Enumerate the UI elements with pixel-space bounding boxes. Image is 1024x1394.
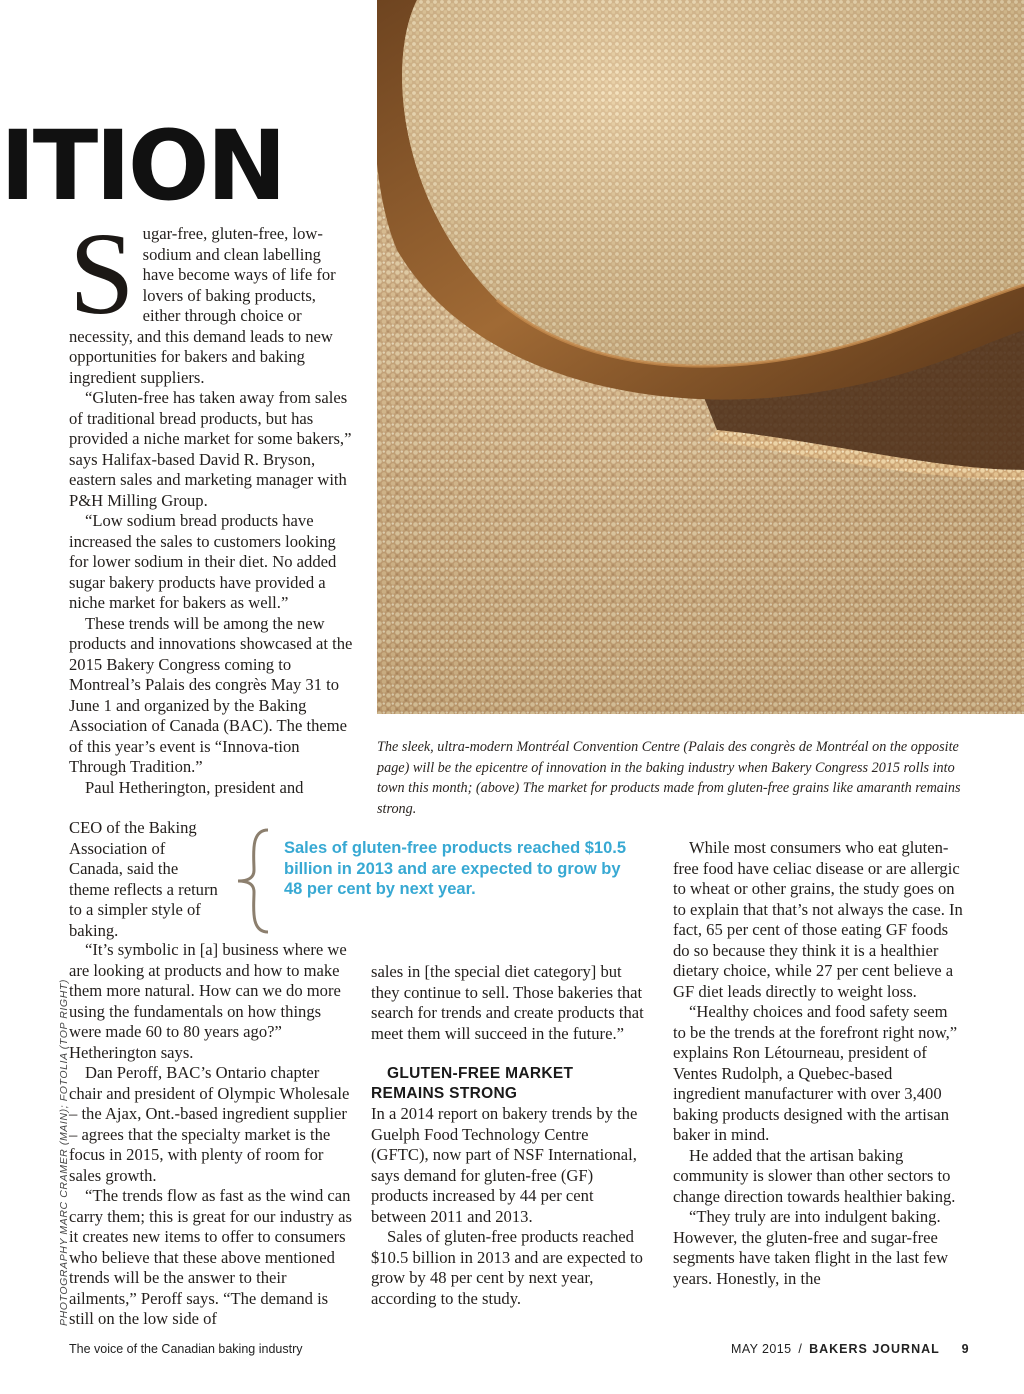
curly-brace-icon <box>228 826 278 936</box>
photo-caption: The sleek, ultra-modern Montréal Convention Centre (Palais des congrès de Montréal on the opposite page) will be the epicentre of innovation in the baking industry when Bakery Congress 2015 rolls into town this month; (above) The market for products made from gluten-free grains like amaranth remains strong. <box>377 739 961 817</box>
paragraph: In a 2014 report on bakery trends by the Guelph Food Technology Centre (GFTC), now part of NSF International, says demand for gluten-free (GF) products increased by 44 per cent between 2011 and 2013. <box>371 1104 638 1226</box>
headline-fragment: ITION <box>0 110 284 222</box>
paragraph: While most consumers who eat gluten-free food have celiac disease or are allergic to wheat or other grains, the study goes on to explain that that’s not always the case. In fact, 65 per cent of those eating GF foods do so because they think it is a healthier dietary choice, while 27 per cent believe a GF diet leads directly to weight loss. <box>673 838 963 1001</box>
body-column-1-top <box>69 208 354 798</box>
paragraph: sales in [the special diet category] but they continue to sell. Those bakeries that search for trends and create products that meet them will succeed in the future.” <box>371 962 644 1043</box>
paragraph: CEO of the Baking Association of Canada, said the theme reflects a return to a simpler style of baking. <box>69 818 218 940</box>
pull-quote: Sales of gluten-free products reached $10.5 billion in 2013 and are expected to grow by 48 per cent by next year. <box>284 839 627 898</box>
footer-tagline: The voice of the Canadian baking industry <box>69 1342 303 1356</box>
amaranth-photo <box>377 0 1024 714</box>
paragraph: “The trends flow as fast as the wind can carry them; this is great for our industry as it creates new items to offer to consumers who believe that these above mentioned trends will be the answer to their ailments,” Peroff says. “The demand is still on the low side of <box>69 1186 352 1328</box>
body-column-1-bottom <box>69 940 354 1330</box>
paragraph: ugar-free, gluten-free, low-sodium and clean labelling have become ways of life for lovers of baking products, either through choice or necessity, and this demand leads to new opportunities for bakers and baking ingredient suppliers. <box>69 224 336 387</box>
paragraph: Paul Hetherington, president and <box>85 777 304 797</box>
paragraph: Sales of gluten-free products reached $10.5 billion in 2013 and are expected to grow by 48 per cent by next year, according to the study. <box>371 1227 643 1308</box>
body-column-2 <box>371 962 646 1309</box>
paragraph: These trends will be among the new products and innovations showcased at the 2015 Bakery Congress coming to Montreal’s Palais des congrès May 31 to June 1 and organized by the Baking Association of Canada (BAC). The theme of this year’s event is “Innova-tion Through Tradition.” <box>69 613 353 776</box>
page-number: 9 <box>961 1342 969 1356</box>
paragraph: He added that the artisan baking community is slower than other sectors to change direction towards healthier baking. <box>673 1145 956 1206</box>
paragraph: Dan Peroff, BAC’s Ontario chapter chair and president of Olympic Wholesale – the Ajax, Ont.-based ingredient supplier – agrees that the specialty market is the focus in 2015, with plenty of room for sales growth. <box>69 1063 350 1185</box>
magazine-name: BAKERS JOURNAL <box>809 1342 940 1356</box>
footer-folio <box>731 1342 969 1356</box>
photo-credit: PHOTOGRAPHY MARC CRAMER (MAIN); FOTOLIA (TOP RIGHT) <box>58 979 70 1326</box>
body-column-3 <box>673 838 963 1289</box>
paragraph: “Low sodium bread products have increased the sales to customers looking for lower sodium in their diet. No added sugar bakery products have provided a niche market for bakers as well.” <box>69 511 337 612</box>
paragraph: “Gluten-free has taken away from sales of traditional bread products, but has provided a niche market for some bakers,” says Halifax-based David R. Bryson, eastern sales and marketing manager with P&H Milling Group. <box>69 388 352 510</box>
issue-date: MAY 2015 <box>731 1342 792 1356</box>
paragraph: “Healthy choices and food safety seem to be the trends at the forefront right now,” explains Ron Létourneau, president of Ventes Rudolph, a Quebec-based ingredient manufacturer with over 3,400 baking products designed with the artisan baker in mind. <box>673 1002 958 1144</box>
paragraph: “It’s symbolic in [a] business where we are looking at products and how to make them more natural. How can we do more using the fundamentals on how things were made 60 to 80 years ago?” Hetherington says. <box>69 940 347 1062</box>
drop-cap: S <box>69 208 135 339</box>
folio-separator: / <box>798 1342 803 1356</box>
section-subhead: GLUTEN-FREE MARKET REMAINS STRONG <box>371 1065 574 1102</box>
paragraph: “They truly are into indulgent baking. However, the gluten-free and sugar-free segments have taken flight in the last few years. Honestly, in the <box>673 1207 949 1288</box>
body-column-1-narrow <box>69 818 219 941</box>
